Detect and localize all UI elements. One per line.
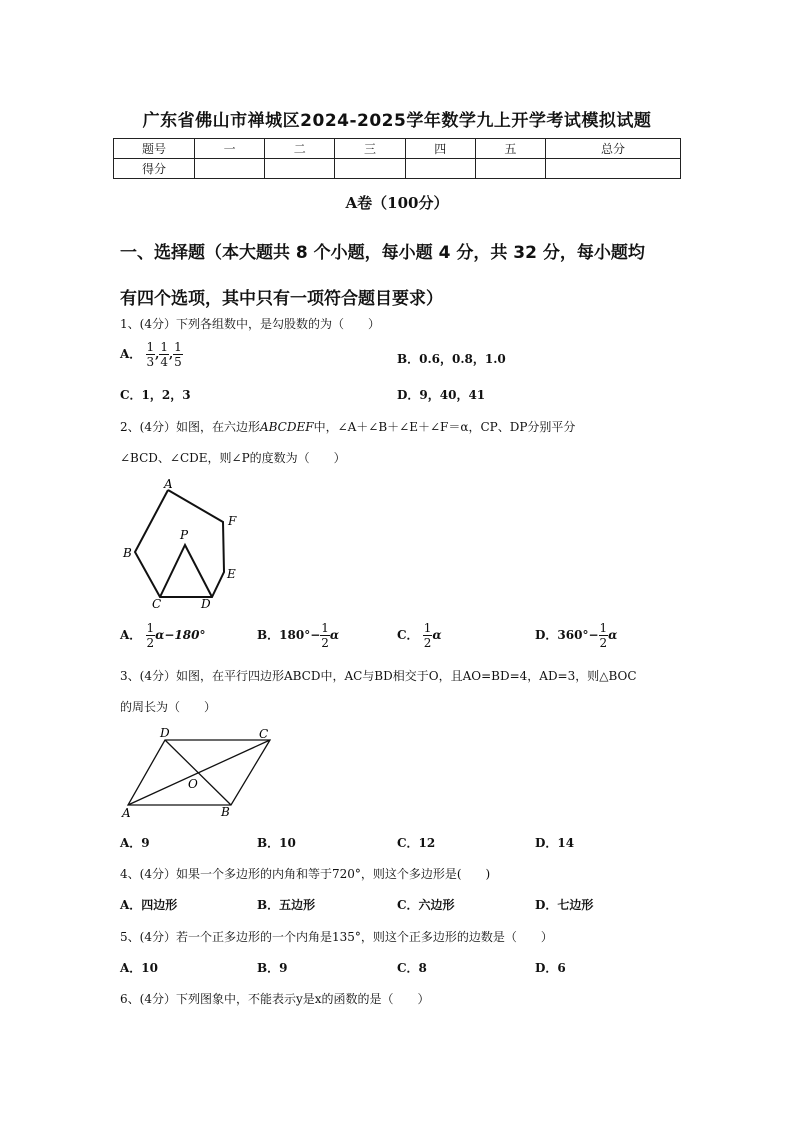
q3-option-d: D．14 — [535, 836, 575, 850]
q2-label-f: F — [228, 514, 237, 528]
score-table-score-row — [114, 159, 681, 179]
q1-option-a-label: A． — [120, 347, 142, 361]
section-one-line2: 有四个选项，其中只有一项符合题目要求） — [120, 289, 443, 309]
score-input-2[interactable] — [265, 159, 335, 179]
score-cell-total: 总分 — [546, 139, 681, 159]
q2-label-c: C — [152, 597, 162, 611]
q4-option-c: C．六边形 — [397, 898, 455, 912]
q2-stem-mid: 中，∠A＋∠B＋∠E＋∠F＝α，CP、DP分别平分 — [313, 420, 576, 434]
q5-option-d: D．6 — [535, 961, 566, 975]
q2-option-c-tail: α — [432, 628, 442, 642]
q2-option-c — [397, 621, 442, 650]
q1-option-d: D．9，40，41 — [397, 388, 486, 402]
q2-option-a-label: A． — [120, 628, 142, 642]
q2-option-c-label: C． — [397, 628, 419, 642]
q3-stem-line2: 的周长为（ ） — [120, 700, 217, 714]
q3-option-a: A．9 — [120, 836, 150, 850]
q1-frac-1 — [146, 340, 156, 369]
q1-frac-3-num: 1 — [174, 340, 182, 354]
q2-option-b-label: B． — [257, 628, 280, 642]
exam-title: 广东省佛山市禅城区2024-2025学年数学九上开学考试模拟试题 — [142, 111, 652, 131]
q2-option-d-label: D． — [535, 628, 558, 642]
q2-hexagon-name: ABCDEF — [259, 420, 314, 434]
q2-option-a — [120, 621, 205, 650]
score-input-total[interactable] — [546, 159, 681, 179]
q2-option-b-tail: α — [329, 628, 340, 642]
section-a-heading: A卷（100分） — [345, 194, 449, 212]
q2-option-a-num: 1 — [146, 621, 155, 635]
q2-label-d: D — [201, 597, 211, 611]
q4-stem: 4、(4分）如果一个多边形的内角和等于720°，则这个多边形是( ) — [120, 867, 491, 881]
q5-option-c: C．8 — [397, 961, 427, 975]
score-table — [113, 138, 681, 179]
q2-hexagon-figure — [118, 476, 253, 614]
q3-label-a: A — [122, 806, 131, 820]
q5-option-b: B．9 — [257, 961, 288, 975]
q2-option-c-frac — [423, 621, 433, 650]
q2-option-b-head: 180°− — [279, 628, 321, 642]
q1-frac-2-num: 1 — [160, 340, 168, 354]
q2-stem-line1 — [120, 418, 575, 435]
score-cell-5: 五 — [475, 139, 545, 159]
q6-stem: 6、(4分）下列图象中，不能表示y是x的函数的是（ ） — [120, 992, 430, 1006]
section-one-line1: 一、选择题（本大题共 8 个小题，每小题 4 分，共 32 分，每小题均 — [120, 243, 645, 263]
score-input-4[interactable] — [405, 159, 475, 179]
q2-label-b: B — [123, 546, 132, 560]
q3-label-o: O — [188, 777, 198, 791]
q1-option-a: A． $\frac{1}{3}$ , $\frac{1}{4}$ , $\frac{1}{5}$ — [120, 340, 182, 369]
q3-parallelogram-figure — [118, 724, 278, 821]
score-cell-4: 四 — [405, 139, 475, 159]
score-row-label: 得分 — [114, 159, 195, 179]
q5-option-a: A．10 — [120, 961, 159, 975]
q1-option-c: C．1，2，3 — [120, 388, 191, 402]
score-cell-3: 三 — [335, 139, 405, 159]
q4-option-a: A．四边形 — [120, 898, 178, 912]
q1-stem: 1、(4分）下列各组数中，是勾股数的为（ ） — [120, 317, 380, 331]
q2-option-c-num: 1 — [423, 621, 432, 635]
q2-option-b-den: 2 — [321, 636, 329, 650]
section-one-heading — [120, 230, 680, 322]
q3-label-c: C — [259, 727, 269, 741]
q3-label-b: B — [221, 805, 230, 819]
q3-option-b: B．10 — [257, 836, 296, 850]
q4-option-d: D．七边形 — [535, 898, 594, 912]
q1-frac-3-den: 5 — [174, 355, 182, 369]
q3-stem-line1: 3、(4分）如图，在平行四边形ABCD中，AC与BD相交于O，且AO=BD=4，AD=3，则△BOC — [120, 669, 637, 683]
score-input-5[interactable] — [475, 159, 545, 179]
score-cell-2: 二 — [265, 139, 335, 159]
q5-stem: 5、(4分）若一个正多边形的一个内角是135°，则这个正多边形的边数是（ ） — [120, 930, 553, 944]
q2-option-d-frac — [599, 621, 609, 650]
score-input-3[interactable] — [335, 159, 405, 179]
q1-option-b: B．0.6，0.8，1.0 — [397, 352, 506, 366]
q2-option-d-den: 2 — [599, 636, 608, 650]
score-input-1[interactable] — [195, 159, 265, 179]
q2-label-p: P — [180, 528, 189, 542]
score-table-header-row — [114, 139, 681, 159]
q1-frac-3 — [173, 340, 183, 369]
q2-option-b-num: 1 — [321, 621, 329, 635]
q2-option-d-head: 360°− — [557, 628, 599, 642]
q2-option-b-frac — [320, 621, 330, 650]
q2-stem-line2: ∠BCD、∠CDE，则∠P的度数为（ ） — [120, 451, 346, 465]
q2-option-d-tail: α — [608, 628, 618, 642]
q2-option-a-den: 2 — [146, 636, 155, 650]
q2-option-a-tail: α−180° — [155, 628, 206, 642]
q3-option-c: C．12 — [397, 836, 436, 850]
q3-label-d: D — [160, 726, 170, 740]
q1-frac-1-den: 3 — [146, 355, 155, 369]
q2-option-a-frac — [146, 621, 156, 650]
q1-frac-2-den: 4 — [160, 355, 168, 369]
score-cell-1: 一 — [195, 139, 265, 159]
q1-frac-2 — [159, 340, 169, 369]
q2-stem-start: 2、(4分）如图，在六边形 — [120, 420, 260, 434]
q2-option-c-den: 2 — [423, 636, 432, 650]
score-cell-label: 题号 — [114, 139, 195, 159]
q2-option-d — [535, 621, 617, 650]
q2-option-d-num: 1 — [599, 621, 608, 635]
q2-option-b — [257, 621, 339, 650]
q2-label-a: A — [164, 477, 173, 491]
q4-option-b: B．五边形 — [257, 898, 316, 912]
q1-frac-1-num: 1 — [146, 340, 155, 354]
q2-label-e: E — [227, 567, 236, 581]
